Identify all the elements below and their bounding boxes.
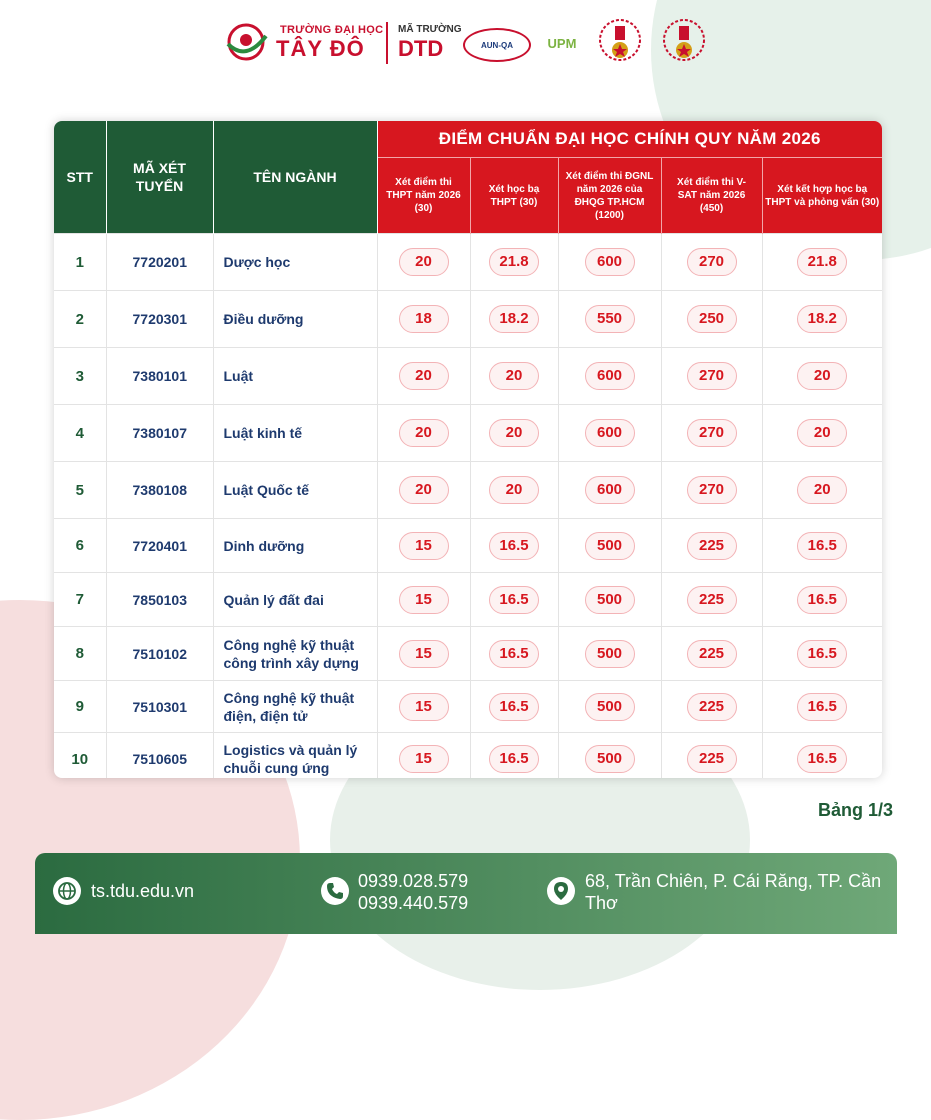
- score-vsat: 270: [687, 248, 737, 276]
- row-code: 7510605: [106, 733, 213, 779]
- upm-badge: UPM: [547, 35, 577, 51]
- score-vsat-cell: [661, 519, 762, 573]
- row-stt: 3: [54, 348, 106, 405]
- row-stt: 10: [54, 733, 106, 779]
- score-vsat: 270: [687, 419, 737, 447]
- col-header-thpt: Xét điểm thi THPT năm 2026 (30): [377, 158, 470, 234]
- score-thpt: 15: [399, 586, 449, 614]
- score-vsat: 225: [687, 640, 737, 668]
- table-row: [54, 681, 882, 733]
- table-row: [54, 462, 882, 519]
- score-dgnl-cell: [558, 733, 661, 779]
- score-combined: 16.5: [797, 640, 847, 668]
- table-row: [54, 405, 882, 462]
- score-hocba: 16.5: [489, 586, 539, 614]
- row-stt: 1: [54, 234, 106, 291]
- score-hocba: 16.5: [489, 693, 539, 721]
- score-combined: 20: [797, 362, 847, 390]
- score-vsat-cell: [661, 348, 762, 405]
- score-vsat-cell: [661, 681, 762, 733]
- score-thpt: 18: [399, 305, 449, 333]
- col-header-stt: STT: [54, 121, 106, 234]
- labor-medal-icon: [662, 18, 706, 70]
- score-dgnl: 500: [585, 586, 635, 614]
- score-combined: 16.5: [797, 693, 847, 721]
- score-hocba-cell: [470, 462, 558, 519]
- contact-footer: [35, 853, 897, 934]
- phone-number-1[interactable]: 0939.028.579: [358, 871, 469, 891]
- score-hocba-cell: [470, 733, 558, 779]
- header-divider: [386, 22, 388, 64]
- row-name: Quản lý đất đai: [213, 573, 377, 627]
- score-thpt-cell: [377, 348, 470, 405]
- col-header-code: MÃ XÉT TUYỂN: [106, 121, 213, 234]
- score-vsat-cell: [661, 462, 762, 519]
- row-stt: 2: [54, 291, 106, 348]
- row-name: Công nghệ kỹ thuật công trình xây dựng: [213, 627, 377, 681]
- score-vsat-cell: [661, 234, 762, 291]
- score-thpt-cell: [377, 733, 470, 779]
- school-code: DTD: [398, 36, 444, 61]
- score-dgnl: 500: [585, 532, 635, 560]
- table-row: [54, 627, 882, 681]
- row-code: 7720401: [106, 519, 213, 573]
- score-combined: 18.2: [797, 305, 847, 333]
- score-dgnl-cell: [558, 405, 661, 462]
- table-row: [54, 291, 882, 348]
- score-hocba-cell: [470, 681, 558, 733]
- row-name: Dinh dưỡng: [213, 519, 377, 573]
- score-hocba: 20: [489, 476, 539, 504]
- row-code: 7510301: [106, 681, 213, 733]
- score-dgnl: 600: [585, 362, 635, 390]
- row-name: Luật: [213, 348, 377, 405]
- row-stt: 6: [54, 519, 106, 573]
- score-thpt: 15: [399, 693, 449, 721]
- score-thpt: 15: [399, 745, 449, 773]
- score-dgnl: 600: [585, 419, 635, 447]
- labor-medal-icon: [598, 18, 642, 70]
- score-hocba: 16.5: [489, 640, 539, 668]
- row-stt: 8: [54, 627, 106, 681]
- score-combined-cell: [762, 348, 882, 405]
- row-code: 7850103: [106, 573, 213, 627]
- score-dgnl: 500: [585, 693, 635, 721]
- score-hocba: 20: [489, 419, 539, 447]
- aun-qa-badge: AUN-QA: [463, 28, 531, 62]
- score-hocba: 20: [489, 362, 539, 390]
- score-hocba: 18.2: [489, 305, 539, 333]
- score-hocba: 21.8: [489, 248, 539, 276]
- score-dgnl-cell: [558, 627, 661, 681]
- score-dgnl: 600: [585, 476, 635, 504]
- score-dgnl-cell: [558, 519, 661, 573]
- score-thpt-cell: [377, 234, 470, 291]
- phone-number-2[interactable]: 0939.440.579: [358, 893, 469, 913]
- score-thpt-cell: [377, 681, 470, 733]
- row-stt: 4: [54, 405, 106, 462]
- score-vsat: 225: [687, 745, 737, 773]
- score-vsat: 225: [687, 586, 737, 614]
- score-thpt: 20: [399, 419, 449, 447]
- row-name: Công nghệ kỹ thuật điện, điện tử: [213, 681, 377, 733]
- row-code: 7720201: [106, 234, 213, 291]
- row-name: Điều dưỡng: [213, 291, 377, 348]
- score-combined-cell: [762, 405, 882, 462]
- score-vsat: 225: [687, 693, 737, 721]
- score-hocba: 16.5: [489, 745, 539, 773]
- score-thpt-cell: [377, 291, 470, 348]
- table-row: [54, 348, 882, 405]
- col-header-name: TÊN NGÀNH: [213, 121, 377, 234]
- header: [0, 14, 931, 70]
- score-thpt-cell: [377, 573, 470, 627]
- score-thpt: 15: [399, 640, 449, 668]
- admission-score-table: [54, 121, 882, 778]
- score-combined-cell: [762, 291, 882, 348]
- score-vsat: 225: [687, 532, 737, 560]
- score-thpt-cell: [377, 462, 470, 519]
- table-row: [54, 733, 882, 779]
- address-text: 68, Trần Chiên, P. Cái Răng, TP. Cần Thơ: [585, 871, 882, 913]
- table-row: [54, 573, 882, 627]
- col-header-hocba: Xét học bạ THPT (30): [470, 158, 558, 234]
- score-dgnl: 500: [585, 745, 635, 773]
- location-pin-icon: [547, 877, 575, 905]
- page-indicator: Bảng 1/3: [818, 800, 894, 820]
- score-dgnl-cell: [558, 234, 661, 291]
- score-combined: 21.8: [797, 248, 847, 276]
- score-combined: 16.5: [797, 745, 847, 773]
- table-row: [54, 234, 882, 291]
- school-name-small: TRƯỜNG ĐẠI HỌC: [280, 24, 384, 36]
- row-stt: 5: [54, 462, 106, 519]
- score-dgnl: 550: [585, 305, 635, 333]
- score-combined: 20: [797, 419, 847, 447]
- score-vsat-cell: [661, 573, 762, 627]
- score-combined: 20: [797, 476, 847, 504]
- score-hocba-cell: [470, 573, 558, 627]
- table-row: [54, 519, 882, 573]
- score-group-title: ĐIỂM CHUẨN ĐẠI HỌC CHÍNH QUY NĂM 2026: [377, 121, 882, 158]
- score-combined-cell: [762, 573, 882, 627]
- score-combined-cell: [762, 733, 882, 779]
- score-dgnl-cell: [558, 681, 661, 733]
- score-dgnl-cell: [558, 291, 661, 348]
- row-code: 7720301: [106, 291, 213, 348]
- row-name: Dược học: [213, 234, 377, 291]
- score-thpt: 20: [399, 476, 449, 504]
- score-vsat-cell: [661, 405, 762, 462]
- score-dgnl-cell: [558, 348, 661, 405]
- score-dgnl-cell: [558, 573, 661, 627]
- score-combined: 16.5: [797, 586, 847, 614]
- score-dgnl: 600: [585, 248, 635, 276]
- score-vsat: 270: [687, 362, 737, 390]
- school-logo-icon: [222, 22, 274, 62]
- col-header-dgnl: Xét điểm thi ĐGNL năm 2026 của ĐHQG TP.HCM (1200): [558, 158, 661, 234]
- score-hocba-cell: [470, 519, 558, 573]
- row-stt: 7: [54, 573, 106, 627]
- score-thpt-cell: [377, 627, 470, 681]
- score-vsat-cell: [661, 627, 762, 681]
- score-hocba-cell: [470, 348, 558, 405]
- score-dgnl: 500: [585, 640, 635, 668]
- row-name: Luật Quốc tế: [213, 462, 377, 519]
- score-combined-cell: [762, 681, 882, 733]
- score-combined-cell: [762, 627, 882, 681]
- score-hocba-cell: [470, 291, 558, 348]
- row-name: Luật kinh tế: [213, 405, 377, 462]
- row-code: 7380107: [106, 405, 213, 462]
- row-code: 7380108: [106, 462, 213, 519]
- col-header-vsat: Xét điểm thi V-SAT năm 2026 (450): [661, 158, 762, 234]
- score-vsat: 250: [687, 305, 737, 333]
- score-combined-cell: [762, 462, 882, 519]
- school-code-label: MÃ TRƯỜNG: [398, 24, 462, 35]
- globe-icon: [53, 877, 81, 905]
- score-hocba-cell: [470, 405, 558, 462]
- score-hocba: 16.5: [489, 532, 539, 560]
- score-vsat-cell: [661, 733, 762, 779]
- score-combined-cell: [762, 519, 882, 573]
- row-code: 7510102: [106, 627, 213, 681]
- row-code: 7380101: [106, 348, 213, 405]
- score-hocba-cell: [470, 234, 558, 291]
- score-dgnl-cell: [558, 462, 661, 519]
- score-combined: 16.5: [797, 532, 847, 560]
- score-thpt: 20: [399, 248, 449, 276]
- school-name: TÂY ĐÔ: [276, 36, 365, 61]
- phone-icon: [321, 877, 349, 905]
- score-thpt: 15: [399, 532, 449, 560]
- score-thpt: 20: [399, 362, 449, 390]
- score-vsat: 270: [687, 476, 737, 504]
- score-combined-cell: [762, 234, 882, 291]
- row-name: Logistics và quản lý chuỗi cung ứng: [213, 733, 377, 779]
- score-vsat-cell: [661, 291, 762, 348]
- row-stt: 9: [54, 681, 106, 733]
- score-thpt-cell: [377, 405, 470, 462]
- score-thpt-cell: [377, 519, 470, 573]
- website-link[interactable]: ts.tdu.edu.vn: [91, 881, 195, 901]
- score-hocba-cell: [470, 627, 558, 681]
- col-header-combined: Xét kết hợp học bạ THPT và phỏng vấn (30): [762, 158, 882, 234]
